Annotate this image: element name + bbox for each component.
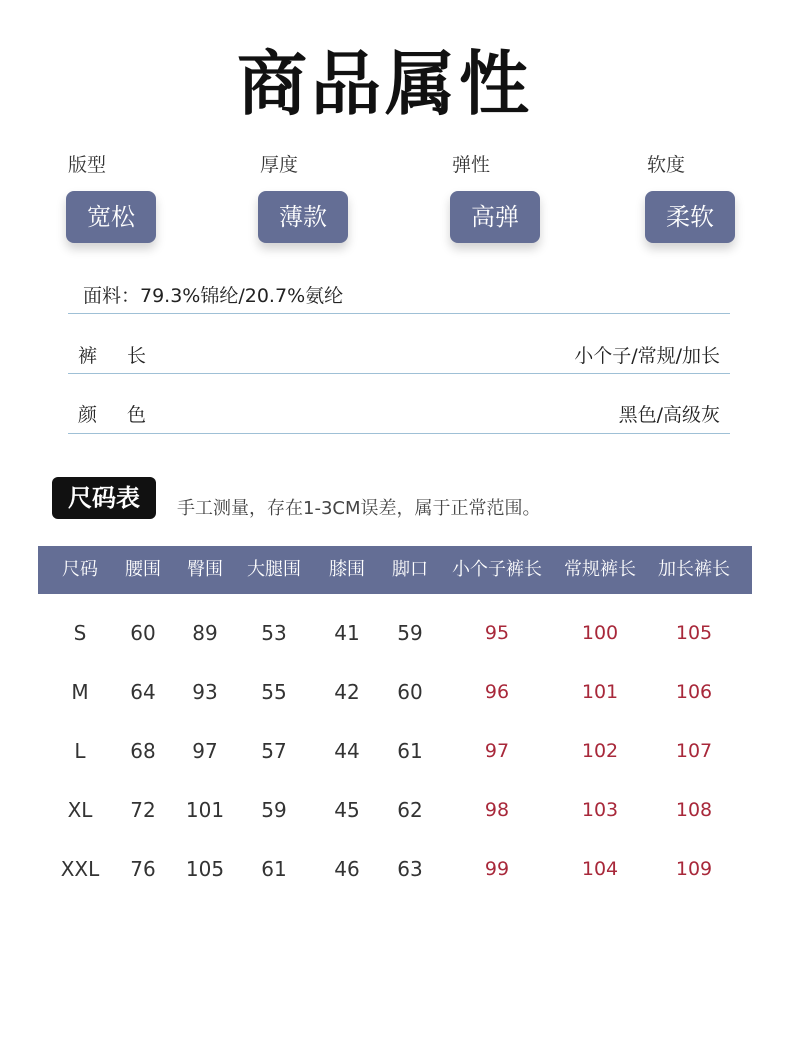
value-cell: 97	[192, 739, 218, 763]
header-cell: 腰围	[125, 559, 161, 580]
length-cell: 103	[581, 799, 619, 821]
header-cell: 大腿围	[247, 559, 301, 580]
info-key: 裤长	[78, 345, 177, 367]
table-row	[0, 790, 790, 830]
attribute-label: 版型	[68, 154, 107, 176]
header-cell: 尺码	[62, 559, 98, 580]
value-cell: 53	[261, 621, 287, 645]
size-cell: M	[71, 680, 89, 704]
length-cell: 100	[581, 622, 619, 644]
size-table-header	[38, 546, 752, 594]
value-cell: 60	[397, 680, 423, 704]
header-cell: 脚口	[392, 559, 428, 580]
size-cell: XXL	[60, 857, 100, 881]
size-chart-title: 尺码表	[52, 477, 156, 519]
value-cell: 55	[261, 680, 287, 704]
value-cell: 72	[130, 798, 156, 822]
length-cell: 99	[484, 858, 510, 880]
length-cell: 96	[484, 681, 510, 703]
value-cell: 57	[261, 739, 287, 763]
value-cell: 42	[334, 680, 360, 704]
attribute-badge: 宽松	[66, 191, 156, 243]
length-cell: 102	[581, 740, 619, 762]
header-cell: 加长裤长	[658, 559, 730, 580]
size-cell: XL	[67, 798, 93, 822]
length-cell: 108	[675, 799, 713, 821]
length-cell: 107	[675, 740, 713, 762]
value-cell: 46	[334, 857, 360, 881]
header-cell: 臀围	[187, 559, 223, 580]
size-chart-note: 手工测量，存在1-3CM误差，属于正常范围。	[177, 498, 541, 519]
attribute-badge: 柔软	[645, 191, 735, 243]
attribute-badge: 薄款	[258, 191, 348, 243]
length-cell: 109	[675, 858, 713, 880]
value-cell: 59	[261, 798, 287, 822]
divider	[68, 373, 730, 374]
length-cell: 104	[581, 858, 619, 880]
length-cell: 106	[675, 681, 713, 703]
header-cell: 膝围	[329, 559, 365, 580]
value-cell: 76	[130, 857, 156, 881]
attribute-label: 软度	[647, 154, 686, 176]
table-row	[0, 849, 790, 889]
table-row	[0, 672, 790, 712]
value-cell: 63	[397, 857, 423, 881]
length-cell: 105	[675, 622, 713, 644]
value-cell: 61	[261, 857, 287, 881]
length-cell: 98	[484, 799, 510, 821]
info-value: 黑色/高级灰	[618, 404, 720, 426]
size-cell: L	[74, 739, 86, 763]
value-cell: 61	[397, 739, 423, 763]
material-text: 面料：79.3%锦纶/20.7%氨纶	[83, 285, 344, 307]
value-cell: 60	[130, 621, 156, 645]
divider	[68, 313, 730, 314]
value-cell: 68	[130, 739, 156, 763]
info-value: 小个子/常规/加长	[574, 345, 720, 367]
value-cell: 93	[192, 680, 218, 704]
table-row	[0, 731, 790, 771]
value-cell: 41	[334, 621, 360, 645]
size-cell: S	[73, 621, 87, 645]
value-cell: 44	[334, 739, 360, 763]
value-cell: 101	[185, 798, 225, 822]
value-cell: 62	[397, 798, 423, 822]
length-cell: 97	[484, 740, 510, 762]
value-cell: 64	[130, 680, 156, 704]
value-cell: 45	[334, 798, 360, 822]
attribute-fit	[66, 150, 166, 243]
attribute-label: 弹性	[452, 154, 491, 176]
page-title: 商品属性	[237, 43, 533, 125]
attribute-group	[0, 150, 790, 260]
length-cell: 95	[484, 622, 510, 644]
value-cell: 105	[185, 857, 225, 881]
length-cell: 101	[581, 681, 619, 703]
info-key: 颜色	[78, 404, 177, 426]
header-cell: 常规裤长	[564, 559, 636, 580]
attribute-elasticity	[450, 150, 550, 243]
attribute-badge: 高弹	[450, 191, 540, 243]
table-row	[0, 613, 790, 653]
divider	[68, 433, 730, 434]
header-cell: 小个子裤长	[452, 559, 542, 580]
attribute-thickness	[258, 150, 358, 243]
attribute-label: 厚度	[260, 154, 299, 176]
value-cell: 59	[397, 621, 423, 645]
attribute-softness	[645, 150, 745, 243]
value-cell: 89	[192, 621, 218, 645]
